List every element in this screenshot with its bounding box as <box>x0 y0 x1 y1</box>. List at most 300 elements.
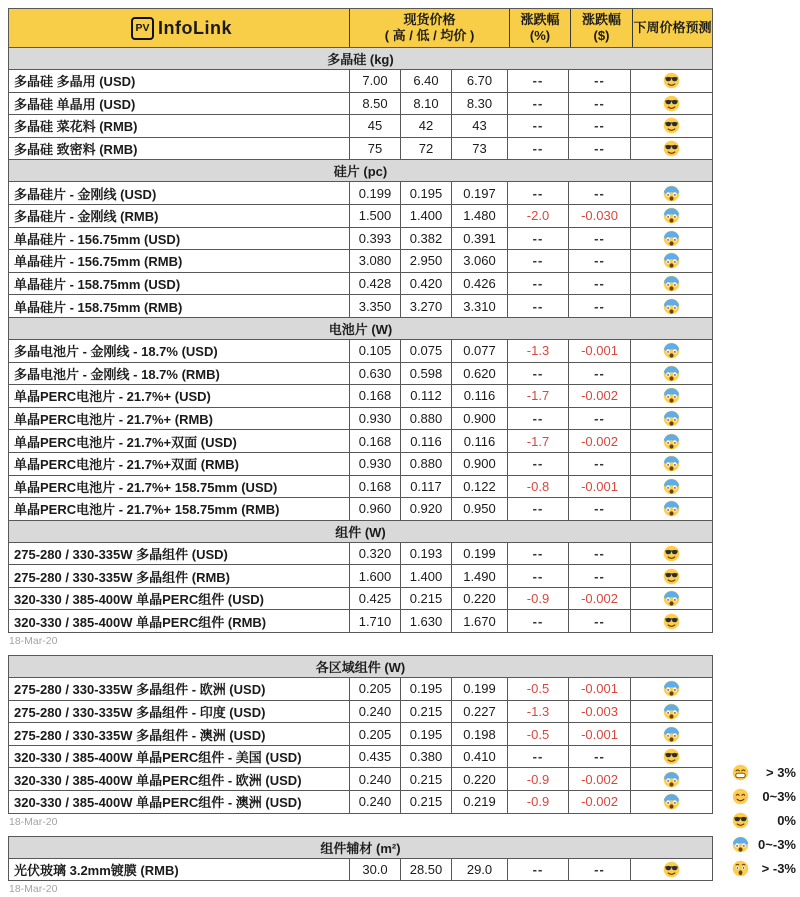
avg-price-cell: 43 <box>451 115 507 137</box>
change-usd-cell: -- <box>568 363 630 385</box>
change-usd-cell: -- <box>568 182 630 204</box>
table-row <box>9 204 712 227</box>
product-name-cell: 多晶硅片 - 金刚线 (RMB) <box>14 209 159 225</box>
table-row <box>9 272 712 295</box>
product-name-cell: 单晶PERC电池片 - 21.7%+ (USD) <box>14 389 211 405</box>
forecast-cell <box>630 588 712 610</box>
legend-item <box>732 833 796 857</box>
product-name-cell: 单晶硅片 - 158.75mm (RMB) <box>14 299 183 315</box>
section-title: 组件 (W) <box>335 524 386 540</box>
change-pct-cell: -0.8 <box>507 476 568 498</box>
change-pct-cell: -1.7 <box>507 385 568 407</box>
high-price-cell: 0.205 <box>349 723 400 745</box>
table-row <box>9 564 712 587</box>
change-pct-cell: -0.9 <box>507 768 568 790</box>
scream-emoji-icon <box>663 793 680 810</box>
avg-price-cell: 29.0 <box>451 859 507 881</box>
logo-cell <box>9 9 349 47</box>
change-pct-cell: -1.3 <box>507 701 568 723</box>
table-row <box>9 790 712 813</box>
spot-price-title: 现货价格 <box>403 12 456 27</box>
avg-price-cell: 0.410 <box>451 746 507 768</box>
product-name-cell: 275-280 / 330-335W 多晶组件 - 澳洲 (USD) <box>14 727 266 743</box>
low-price-cell: 1.400 <box>400 205 451 227</box>
low-price-cell: 0.215 <box>400 791 451 813</box>
forecast-cell <box>630 678 712 700</box>
product-name-cell: 275-280 / 330-335W 多晶组件 (USD) <box>14 546 228 562</box>
product-name-cell: 单晶硅片 - 156.75mm (RMB) <box>14 254 183 270</box>
product-name-cell: 单晶PERC电池片 - 21.7%+ (RMB) <box>14 412 213 428</box>
cool-emoji-icon <box>663 95 680 112</box>
avg-price-cell: 0.900 <box>451 408 507 430</box>
table-row <box>9 677 712 700</box>
forecast-header: 下周价格预测 <box>632 9 712 47</box>
scream-emoji-icon <box>663 230 680 247</box>
legend-label: > -3% <box>761 861 796 877</box>
table-row <box>9 700 712 723</box>
table-row <box>9 475 712 498</box>
high-price-cell: 8.50 <box>349 93 400 115</box>
section-title: 各区域组件 (W) <box>315 660 406 676</box>
low-price-cell: 0.215 <box>400 588 451 610</box>
high-price-cell: 0.393 <box>349 228 400 250</box>
scream-emoji-icon <box>663 342 680 359</box>
forecast-cell <box>630 701 712 723</box>
change-pct-cell: -- <box>507 453 568 475</box>
low-price-cell: 1.630 <box>400 610 451 632</box>
change-pct-cell: -- <box>507 250 568 272</box>
shock-emoji-icon <box>732 860 749 877</box>
low-price-cell: 0.880 <box>400 408 451 430</box>
low-price-cell: 2.950 <box>400 250 451 272</box>
forecast-cell <box>630 340 712 362</box>
change-pct-cell: -- <box>507 610 568 632</box>
table-row <box>9 609 712 632</box>
product-name-cell: 320-330 / 385-400W 单晶PERC组件 (USD) <box>14 592 264 608</box>
change-pct-cell: -- <box>507 295 568 317</box>
section-title: 组件辅材 (m²) <box>320 840 401 856</box>
change-usd-title: 涨跌幅 <box>581 12 621 27</box>
table-header-row <box>9 9 712 47</box>
price-table <box>8 8 713 633</box>
change-pct-cell: -- <box>507 70 568 92</box>
scream-emoji-icon <box>663 387 680 404</box>
product-name-cell: 275-280 / 330-335W 多晶组件 - 欧洲 (USD) <box>14 682 266 698</box>
forecast-cell <box>630 723 712 745</box>
scream-emoji-icon <box>663 298 680 315</box>
high-price-cell: 7.00 <box>349 70 400 92</box>
high-price-cell: 0.425 <box>349 588 400 610</box>
product-name-cell: 320-330 / 385-400W 单晶PERC组件 - 澳洲 (USD) <box>14 795 302 811</box>
product-name-cell: 单晶PERC电池片 - 21.7%+双面 (USD) <box>14 434 237 450</box>
change-usd-cell: -- <box>568 295 630 317</box>
product-name-cell: 多晶硅 单晶用 (USD) <box>14 96 136 112</box>
brand-name: InfoLink <box>158 18 232 38</box>
forecast-cell <box>630 70 712 92</box>
table-row <box>9 858 712 881</box>
avg-price-cell: 0.116 <box>451 385 507 407</box>
change-usd-cell: -- <box>568 565 630 587</box>
avg-price-cell: 3.060 <box>451 250 507 272</box>
change-pct-cell: -- <box>507 138 568 160</box>
change-pct-unit: (%) <box>529 28 551 43</box>
avg-price-cell: 0.077 <box>451 340 507 362</box>
high-price-cell: 0.199 <box>349 182 400 204</box>
cool-emoji-icon <box>663 140 680 157</box>
price-table <box>8 655 713 814</box>
low-price-cell: 28.50 <box>400 859 451 881</box>
cool-emoji-icon <box>663 568 680 585</box>
product-name-cell: 光伏玻璃 3.2mm镀膜 (RMB) <box>14 862 179 878</box>
high-price-cell: 0.930 <box>349 453 400 475</box>
change-usd-cell: -0.002 <box>568 768 630 790</box>
change-usd-cell: -0.002 <box>568 588 630 610</box>
change-usd-cell: -- <box>568 746 630 768</box>
cool-emoji-icon <box>663 613 680 630</box>
low-price-cell: 0.920 <box>400 498 451 520</box>
low-price-cell: 42 <box>400 115 451 137</box>
scream-emoji-icon <box>663 207 680 224</box>
scream-emoji-icon <box>663 252 680 269</box>
legend-label: > 3% <box>766 764 796 780</box>
low-price-cell: 0.215 <box>400 768 451 790</box>
change-pct-cell: -1.3 <box>507 340 568 362</box>
change-pct-cell: -- <box>507 746 568 768</box>
avg-price-cell: 3.310 <box>451 295 507 317</box>
avg-price-cell: 0.197 <box>451 182 507 204</box>
avg-price-cell: 0.122 <box>451 476 507 498</box>
product-name-cell: 多晶硅 菜花料 (RMB) <box>14 119 138 135</box>
table-row <box>9 722 712 745</box>
forecast-cell <box>630 295 712 317</box>
change-usd-cell: -- <box>568 543 630 565</box>
low-price-cell: 0.380 <box>400 746 451 768</box>
change-usd-cell: -0.001 <box>568 723 630 745</box>
forecast-cell <box>630 250 712 272</box>
forecast-cell <box>630 746 712 768</box>
high-price-cell: 0.240 <box>349 768 400 790</box>
change-pct-cell: -- <box>507 565 568 587</box>
change-usd-cell: -- <box>568 138 630 160</box>
legend-item <box>732 760 796 784</box>
forecast-cell <box>630 228 712 250</box>
avg-price-cell: 0.220 <box>451 768 507 790</box>
high-price-cell: 1.710 <box>349 610 400 632</box>
change-pct-cell: -2.0 <box>507 205 568 227</box>
avg-price-cell: 0.900 <box>451 453 507 475</box>
low-price-cell: 0.112 <box>400 385 451 407</box>
scream-emoji-icon <box>663 478 680 495</box>
pv-logo-icon: PV <box>131 17 154 40</box>
forecast-cell <box>630 768 712 790</box>
product-name-cell: 单晶硅片 - 158.75mm (USD) <box>14 277 181 293</box>
forecast-cell <box>630 791 712 813</box>
forecast-cell <box>630 430 712 452</box>
change-pct-cell: -- <box>507 115 568 137</box>
legend-item <box>732 808 796 832</box>
spot-price-subtitle: ( 高 / 低 / 均价 ) <box>384 28 475 43</box>
forecast-cell <box>630 859 712 881</box>
date-label: 18-Mar-20 <box>9 815 58 828</box>
change-usd-cell: -0.001 <box>568 340 630 362</box>
change-pct-cell: -0.5 <box>507 678 568 700</box>
section-header <box>9 317 712 339</box>
low-price-cell: 0.215 <box>400 701 451 723</box>
change-pct-cell: -0.9 <box>507 588 568 610</box>
table-row <box>9 69 712 92</box>
scream-emoji-icon <box>663 365 680 382</box>
change-usd-cell: -- <box>568 250 630 272</box>
table-row <box>9 294 712 317</box>
cool-emoji-icon <box>663 861 680 878</box>
cool-emoji-icon <box>732 812 749 829</box>
product-name-cell: 单晶硅片 - 156.75mm (USD) <box>14 231 181 247</box>
avg-price-cell: 0.198 <box>451 723 507 745</box>
avg-price-cell: 0.426 <box>451 273 507 295</box>
forecast-cell <box>630 138 712 160</box>
scream-emoji-icon <box>663 455 680 472</box>
date-label: 18-Mar-20 <box>9 635 58 648</box>
pv-infolink-logo <box>131 17 232 40</box>
avg-price-cell: 73 <box>451 138 507 160</box>
date-label: 18-Mar-20 <box>9 883 58 896</box>
table-row <box>9 249 712 272</box>
cool-emoji-icon <box>663 748 680 765</box>
scream-emoji-icon <box>663 703 680 720</box>
change-usd-cell: -- <box>568 115 630 137</box>
high-price-cell: 0.205 <box>349 678 400 700</box>
legend-item <box>732 784 796 808</box>
table-row <box>9 452 712 475</box>
table-row <box>9 542 712 565</box>
change-pct-cell: -0.9 <box>507 791 568 813</box>
low-price-cell: 0.880 <box>400 453 451 475</box>
table-row <box>9 362 712 385</box>
cool-emoji-icon <box>663 545 680 562</box>
high-price-cell: 3.350 <box>349 295 400 317</box>
change-usd-cell: -- <box>568 408 630 430</box>
section-header <box>9 159 712 181</box>
low-price-cell: 0.382 <box>400 228 451 250</box>
scream-emoji-icon <box>663 726 680 743</box>
change-pct-cell: -- <box>507 273 568 295</box>
forecast-cell <box>630 610 712 632</box>
low-price-cell: 0.117 <box>400 476 451 498</box>
low-price-cell: 0.116 <box>400 430 451 452</box>
change-usd-cell: -- <box>568 70 630 92</box>
high-price-cell: 0.168 <box>349 476 400 498</box>
product-name-cell: 多晶电池片 - 金刚线 - 18.7% (USD) <box>14 344 218 360</box>
low-price-cell: 72 <box>400 138 451 160</box>
cool-emoji-icon <box>663 117 680 134</box>
low-price-cell: 0.598 <box>400 363 451 385</box>
high-price-cell: 0.960 <box>349 498 400 520</box>
low-price-cell: 0.195 <box>400 182 451 204</box>
forecast-cell <box>630 93 712 115</box>
product-name-cell: 多晶硅 多晶用 (USD) <box>14 74 136 90</box>
change-pct-cell: -- <box>507 363 568 385</box>
change-pct-header <box>509 9 570 47</box>
table-row <box>9 181 712 204</box>
change-usd-cell: -- <box>568 93 630 115</box>
table-row <box>9 137 712 160</box>
cool-emoji-icon <box>663 72 680 89</box>
low-price-cell: 3.270 <box>400 295 451 317</box>
product-name-cell: 单晶PERC电池片 - 21.7%+ 158.75mm (RMB) <box>14 502 280 518</box>
avg-price-cell: 0.220 <box>451 588 507 610</box>
low-price-cell: 6.40 <box>400 70 451 92</box>
section-title: 电池片 (W) <box>328 321 393 337</box>
high-price-cell: 45 <box>349 115 400 137</box>
product-name-cell: 320-330 / 385-400W 单晶PERC组件 - 美国 (USD) <box>14 750 302 766</box>
avg-price-cell: 0.199 <box>451 678 507 700</box>
change-usd-cell: -- <box>568 273 630 295</box>
change-pct-cell: -- <box>507 543 568 565</box>
high-price-cell: 0.240 <box>349 791 400 813</box>
low-price-cell: 0.193 <box>400 543 451 565</box>
grin-emoji-icon <box>732 764 749 781</box>
change-usd-cell: -- <box>568 228 630 250</box>
legend-label: 0~3% <box>762 788 796 804</box>
product-name-cell: 单晶PERC电池片 - 21.7%+双面 (RMB) <box>14 457 239 473</box>
change-usd-cell: -0.030 <box>568 205 630 227</box>
table-row <box>9 587 712 610</box>
product-name-cell: 320-330 / 385-400W 单晶PERC组件 (RMB) <box>14 614 267 630</box>
forecast-cell <box>630 205 712 227</box>
change-usd-cell: -0.001 <box>568 678 630 700</box>
spot-price-header <box>349 9 509 47</box>
price-report <box>8 8 713 896</box>
change-usd-cell: -- <box>568 453 630 475</box>
scream-emoji-icon <box>663 410 680 427</box>
high-price-cell: 0.320 <box>349 543 400 565</box>
section-title: 多晶硅 (kg) <box>327 52 394 67</box>
high-price-cell: 0.930 <box>349 408 400 430</box>
change-usd-cell: -0.002 <box>568 430 630 452</box>
product-name-cell: 多晶电池片 - 金刚线 - 18.7% (RMB) <box>14 366 220 382</box>
high-price-cell: 0.168 <box>349 430 400 452</box>
legend-label: 0% <box>777 812 796 828</box>
low-price-cell: 1.400 <box>400 565 451 587</box>
scream-emoji-icon <box>663 590 680 607</box>
section-header <box>9 47 712 69</box>
change-pct-title: 涨跌幅 <box>520 12 560 27</box>
high-price-cell: 0.168 <box>349 385 400 407</box>
table-row <box>9 745 712 768</box>
forecast-cell <box>630 498 712 520</box>
product-name-cell: 单晶PERC电池片 - 21.7%+ 158.75mm (USD) <box>14 479 278 495</box>
scream-emoji-icon <box>663 680 680 697</box>
forecast-cell <box>630 273 712 295</box>
change-pct-cell: -- <box>507 182 568 204</box>
scream-emoji-icon <box>663 185 680 202</box>
high-price-cell: 75 <box>349 138 400 160</box>
change-usd-cell: -- <box>568 498 630 520</box>
avg-price-cell: 0.116 <box>451 430 507 452</box>
avg-price-cell: 1.490 <box>451 565 507 587</box>
avg-price-cell: 0.227 <box>451 701 507 723</box>
forecast-cell <box>630 565 712 587</box>
change-usd-cell: -- <box>568 859 630 881</box>
scream-emoji-icon <box>663 433 680 450</box>
avg-price-cell: 0.391 <box>451 228 507 250</box>
section-header <box>9 837 712 858</box>
table-row <box>9 339 712 362</box>
table-row <box>9 767 712 790</box>
change-usd-cell: -0.002 <box>568 791 630 813</box>
change-usd-cell: -0.001 <box>568 476 630 498</box>
avg-price-cell: 0.219 <box>451 791 507 813</box>
low-price-cell: 0.075 <box>400 340 451 362</box>
product-name-cell: 275-280 / 330-335W 多晶组件 (RMB) <box>14 569 231 585</box>
change-usd-unit: ($) <box>593 28 610 43</box>
high-price-cell: 0.240 <box>349 701 400 723</box>
table-row <box>9 407 712 430</box>
scream-emoji-icon <box>663 275 680 292</box>
change-pct-cell: -- <box>507 498 568 520</box>
forecast-legend <box>732 760 796 881</box>
smile-emoji-icon <box>732 788 749 805</box>
change-usd-cell: -- <box>568 610 630 632</box>
section-title: 硅片 (pc) <box>333 164 388 180</box>
change-usd-header <box>570 9 632 47</box>
table-row <box>9 384 712 407</box>
avg-price-cell: 0.950 <box>451 498 507 520</box>
change-pct-cell: -1.7 <box>507 430 568 452</box>
scream-emoji-icon <box>732 836 749 853</box>
high-price-cell: 3.080 <box>349 250 400 272</box>
avg-price-cell: 0.199 <box>451 543 507 565</box>
high-price-cell: 0.630 <box>349 363 400 385</box>
product-name-cell: 多晶硅片 - 金刚线 (USD) <box>14 186 157 202</box>
forecast-cell <box>630 408 712 430</box>
section-header <box>9 520 712 542</box>
forecast-cell <box>630 385 712 407</box>
product-name-cell: 多晶硅 致密料 (RMB) <box>14 142 138 158</box>
price-table <box>8 836 713 882</box>
high-price-cell: 1.500 <box>349 205 400 227</box>
high-price-cell: 1.600 <box>349 565 400 587</box>
product-name-cell: 320-330 / 385-400W 单晶PERC组件 - 欧洲 (USD) <box>14 772 302 788</box>
table-row <box>9 92 712 115</box>
change-pct-cell: -- <box>507 93 568 115</box>
change-pct-cell: -- <box>507 408 568 430</box>
table-row <box>9 114 712 137</box>
low-price-cell: 0.420 <box>400 273 451 295</box>
change-usd-cell: -0.002 <box>568 385 630 407</box>
forecast-cell <box>630 182 712 204</box>
avg-price-cell: 1.480 <box>451 205 507 227</box>
forecast-cell <box>630 115 712 137</box>
legend-item <box>732 857 796 881</box>
avg-price-cell: 1.670 <box>451 610 507 632</box>
low-price-cell: 8.10 <box>400 93 451 115</box>
forecast-cell <box>630 453 712 475</box>
avg-price-cell: 6.70 <box>451 70 507 92</box>
high-price-cell: 0.435 <box>349 746 400 768</box>
scream-emoji-icon <box>663 500 680 517</box>
table-row <box>9 497 712 520</box>
change-pct-cell: -- <box>507 859 568 881</box>
product-name-cell: 275-280 / 330-335W 多晶组件 - 印度 (USD) <box>14 704 266 720</box>
high-price-cell: 30.0 <box>349 859 400 881</box>
low-price-cell: 0.195 <box>400 678 451 700</box>
change-pct-cell: -0.5 <box>507 723 568 745</box>
table-row <box>9 429 712 452</box>
forecast-cell <box>630 363 712 385</box>
scream-emoji-icon <box>663 771 680 788</box>
avg-price-cell: 0.620 <box>451 363 507 385</box>
